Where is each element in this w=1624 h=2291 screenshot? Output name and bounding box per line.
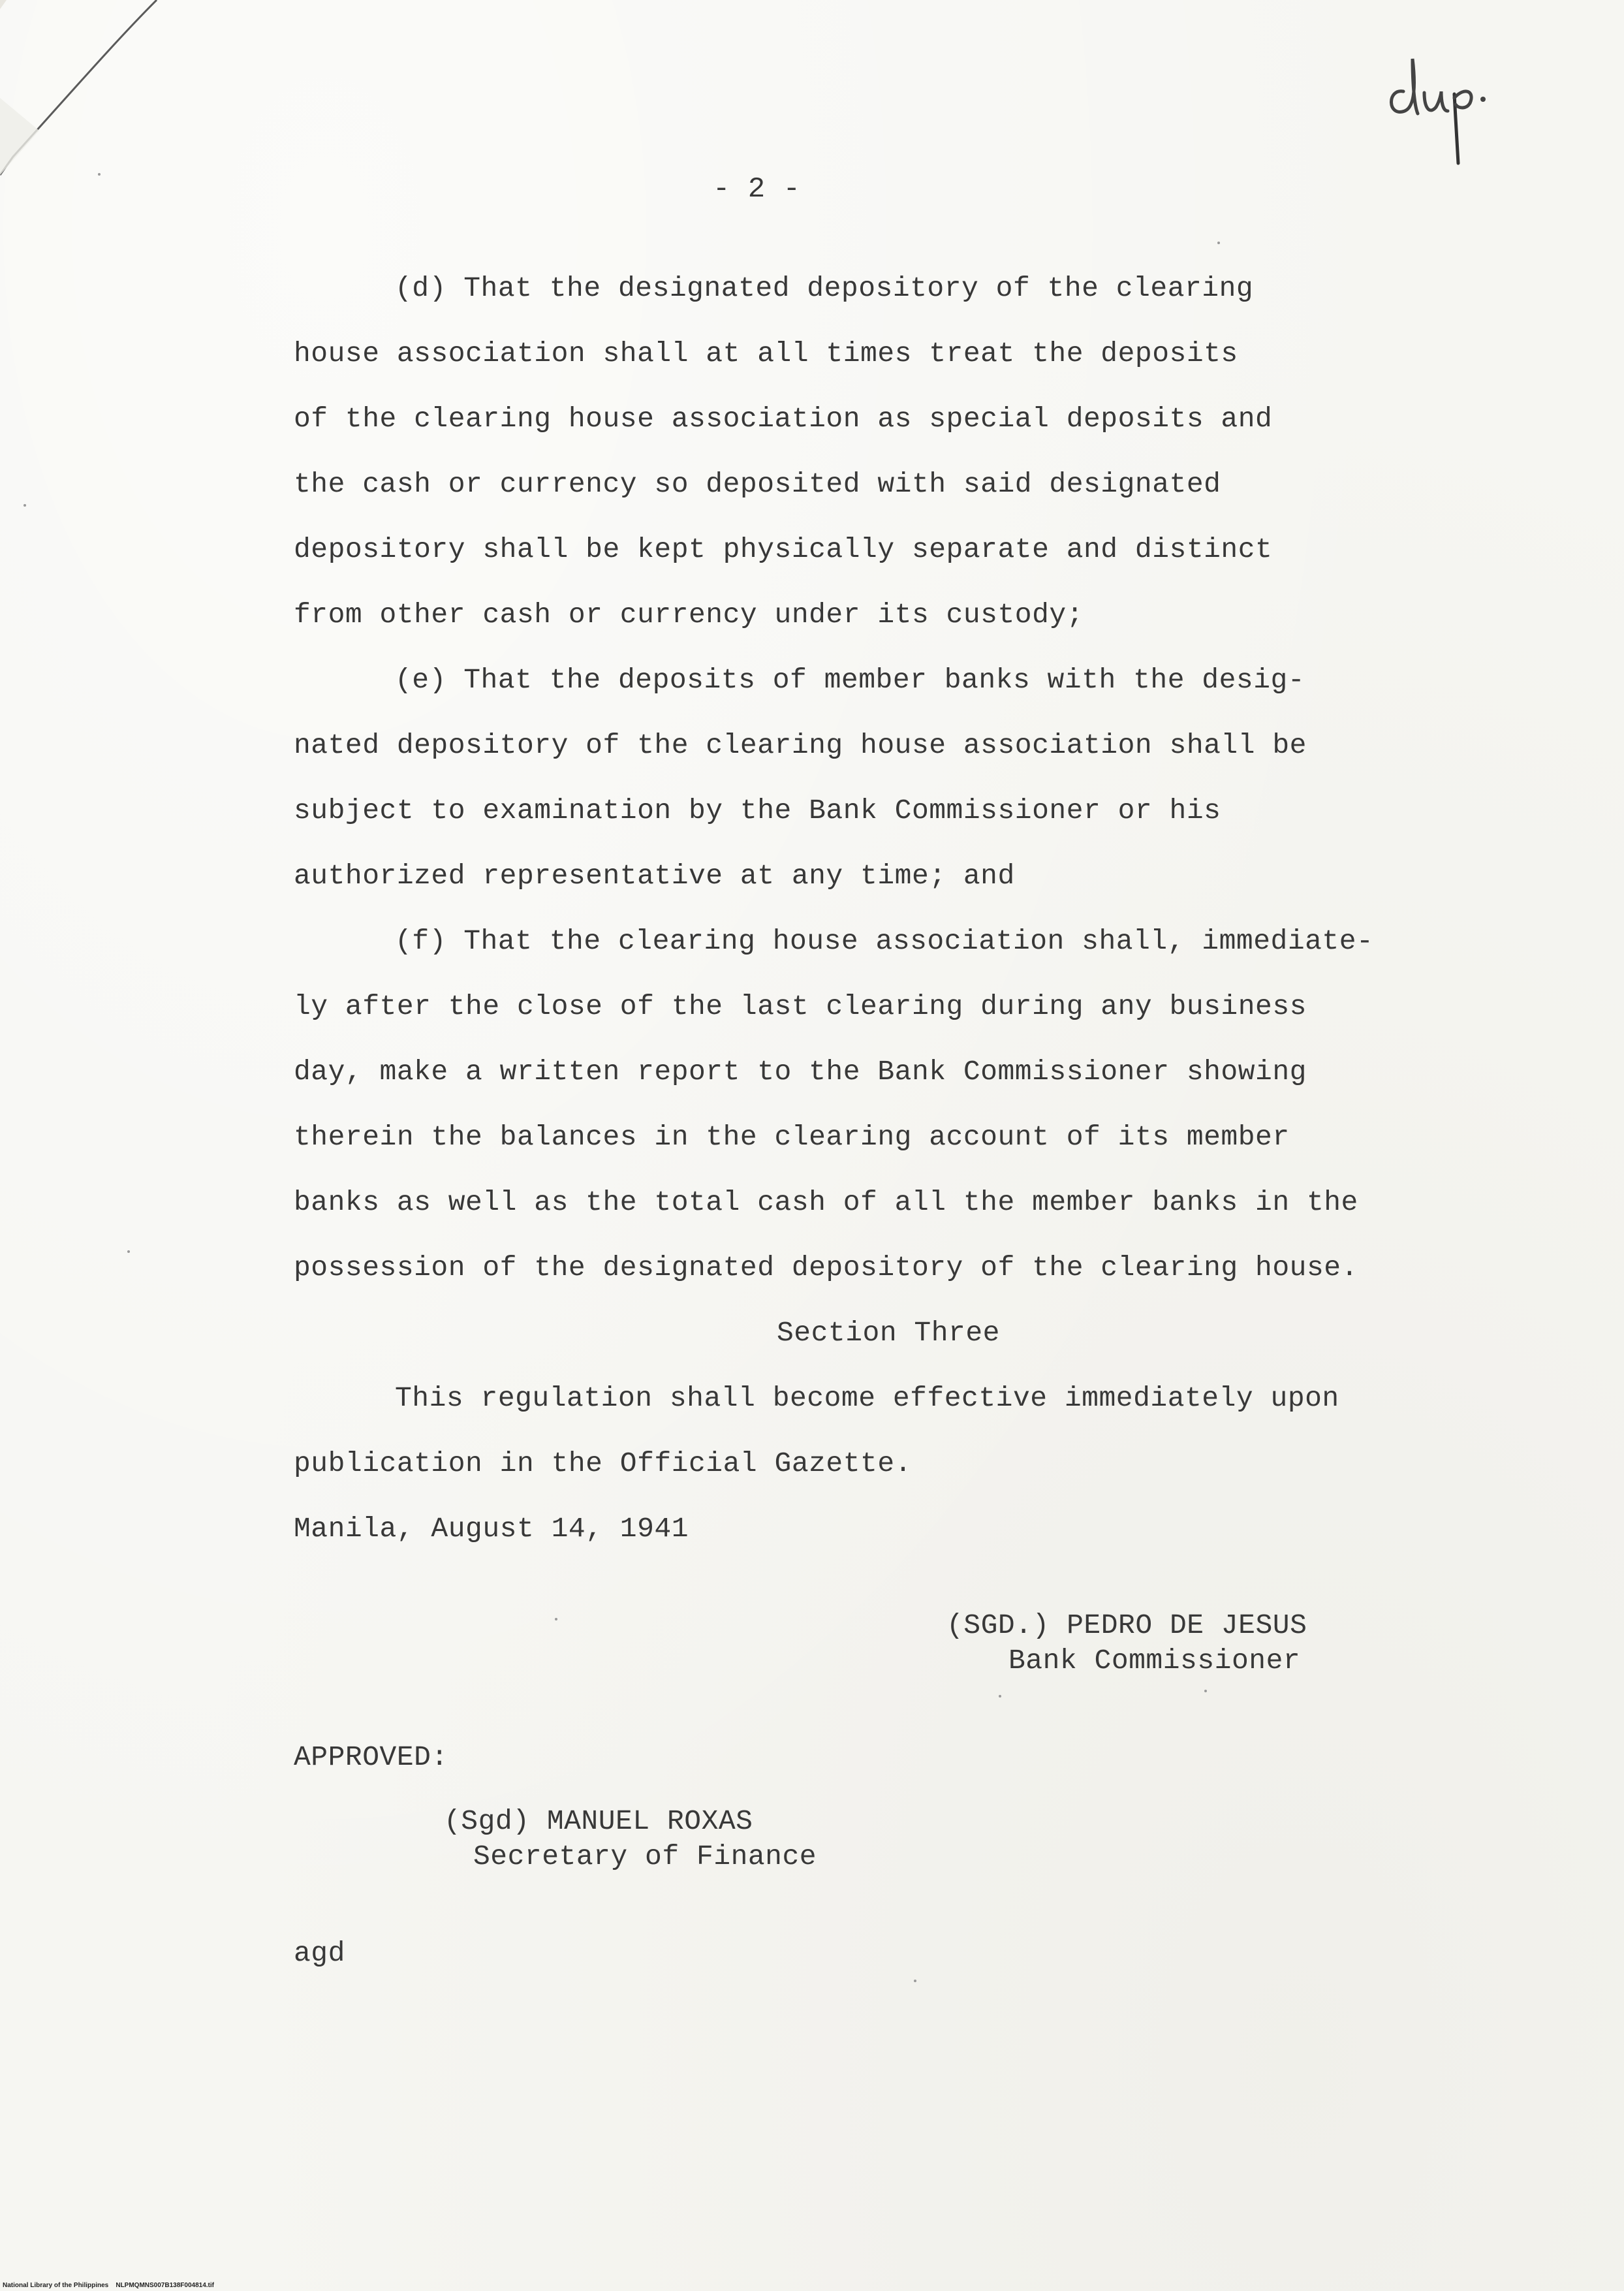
section-three-heading: Section Three bbox=[777, 1317, 1000, 1349]
typist-initials: agd bbox=[294, 1937, 345, 1969]
paragraph-f-line-1: (f) That the clearing house association shall, immediate- bbox=[395, 925, 1374, 957]
paragraph-d-line-1: (d) That the designated depository of the clearing bbox=[395, 272, 1254, 304]
secretary-signature-title: Secretary of Finance bbox=[473, 1841, 817, 1872]
scan-speck bbox=[999, 1695, 1001, 1698]
paragraph-f-line-5: banks as well as the total cash of all the member banks in the bbox=[294, 1186, 1358, 1218]
paragraph-e-line-3: subject to examination by the Bank Commissioner or his bbox=[294, 795, 1221, 827]
scan-speck bbox=[23, 504, 26, 507]
handwritten-dup-mark bbox=[1384, 46, 1501, 170]
folded-corner-mark bbox=[0, 0, 170, 183]
section-three-line-1: This regulation shall become effective immediately upon bbox=[395, 1382, 1339, 1414]
approved-label: APPROVED: bbox=[294, 1741, 448, 1773]
scan-speck bbox=[555, 1618, 557, 1620]
commissioner-signature-name: (SGD.) PEDRO DE JESUS bbox=[946, 1609, 1307, 1641]
scan-speck bbox=[127, 1250, 130, 1253]
paragraph-d-line-2: house association shall at all times treat the deposits bbox=[294, 338, 1238, 370]
section-three-line-2: publication in the Official Gazette. bbox=[294, 1447, 912, 1479]
paragraph-d-line-4: the cash or currency so deposited with said designated bbox=[294, 468, 1221, 500]
commissioner-signature-title: Bank Commissioner bbox=[1008, 1645, 1301, 1677]
page-number: - 2 - bbox=[713, 173, 801, 206]
paragraph-d-line-6: from other cash or currency under its custody; bbox=[294, 599, 1084, 631]
paragraph-d-line-5: depository shall be kept physically separate and distinct bbox=[294, 533, 1273, 565]
archive-footer-label: National Library of the Philippines NLPMQMNS007B138F004814.tif bbox=[3, 2282, 214, 2289]
secretary-signature-name: (Sgd) MANUEL ROXAS bbox=[444, 1805, 753, 1837]
scan-speck bbox=[1217, 242, 1220, 244]
paragraph-f-line-4: therein the balances in the clearing account of its member bbox=[294, 1121, 1290, 1153]
paragraph-d-line-3: of the clearing house association as special deposits and bbox=[294, 403, 1273, 435]
paragraph-e-line-4: authorized representative at any time; and bbox=[294, 860, 1015, 892]
scan-speck bbox=[914, 1980, 916, 1982]
paragraph-f-line-6: possession of the designated depository of the clearing house. bbox=[294, 1252, 1358, 1284]
paragraph-e-line-2: nated depository of the clearing house association shall be bbox=[294, 729, 1307, 761]
paragraph-f-line-3: day, make a written report to the Bank Commissioner showing bbox=[294, 1056, 1307, 1088]
place-and-date: Manila, August 14, 1941 bbox=[294, 1513, 689, 1545]
paragraph-f-line-2: ly after the close of the last clearing during any business bbox=[294, 990, 1307, 1022]
paragraph-e-line-1: (e) That the deposits of member banks with the desig- bbox=[395, 664, 1305, 696]
scan-speck bbox=[98, 173, 101, 176]
scan-speck bbox=[1204, 1690, 1207, 1692]
